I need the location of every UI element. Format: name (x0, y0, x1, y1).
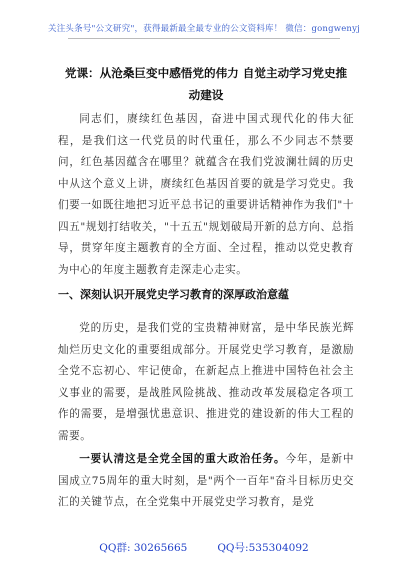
footer-contact (0, 540, 408, 555)
intro-paragraph: 同志们，赓续红色基因，奋进中国式现代化的伟大征程，是我们这一代党员的时代重任，那么不少同志不禁要问，红色基因蕴含在哪里？就蕴含在我们党波澜壮阔的历史中从这个意义上讲，赓续红色基因首要的就是学习党史。我们要一如既往地把习近平总书记的重要讲话精神作为我们"十四五"规划打结收关，"十五五"规划破局开新的总方向、总指导，贯穿年度主题教育的全方面、全过程，推动以党史教育为中心的年度主题教育走深走心走实。 (58, 113, 354, 276)
point-1-lead: 一要认清这是全党全国的重大政治任务。 (79, 453, 286, 465)
footer-qq-number: QQ号:535304092 (217, 542, 309, 554)
document-title: 党课：从沧桑巨变中感悟党的伟力 自觉主动学习党史推动建设 (64, 66, 348, 102)
header-promo-note: 关注头条号"公文研究"，获得最新最全最专业的公文资料库！ 微信：gongwenyj (48, 24, 360, 34)
section-heading-1: 一、深刻认识开展党史学习教育的深厚政治意蕴 (58, 288, 289, 301)
point-1-text: 今年，是新中国成立75周年的重大时刻，是"两个一百年"奋斗目标历史交汇的关键节点，在全党集中开展党史学习教育，是党 (58, 453, 354, 508)
section-1-paragraph: 党的历史，是我们党的宝贵精神财富，是中华民族光辉灿烂历史文化的重要组成部分。开展党史学习教育，是激励全党不忘初心、牢记使命，在新起点上推进中国特色社会主义事业的需要，是战胜风险挑战、推动改革发展稳定各项工作的需要，是增强忧患意识、推进党的建设新的伟大工程的需要。 (58, 322, 354, 442)
header-divider (68, 38, 340, 39)
section-1-point-1 (58, 449, 354, 514)
footer-qq-group: QQ群: 30265665 (99, 542, 188, 554)
